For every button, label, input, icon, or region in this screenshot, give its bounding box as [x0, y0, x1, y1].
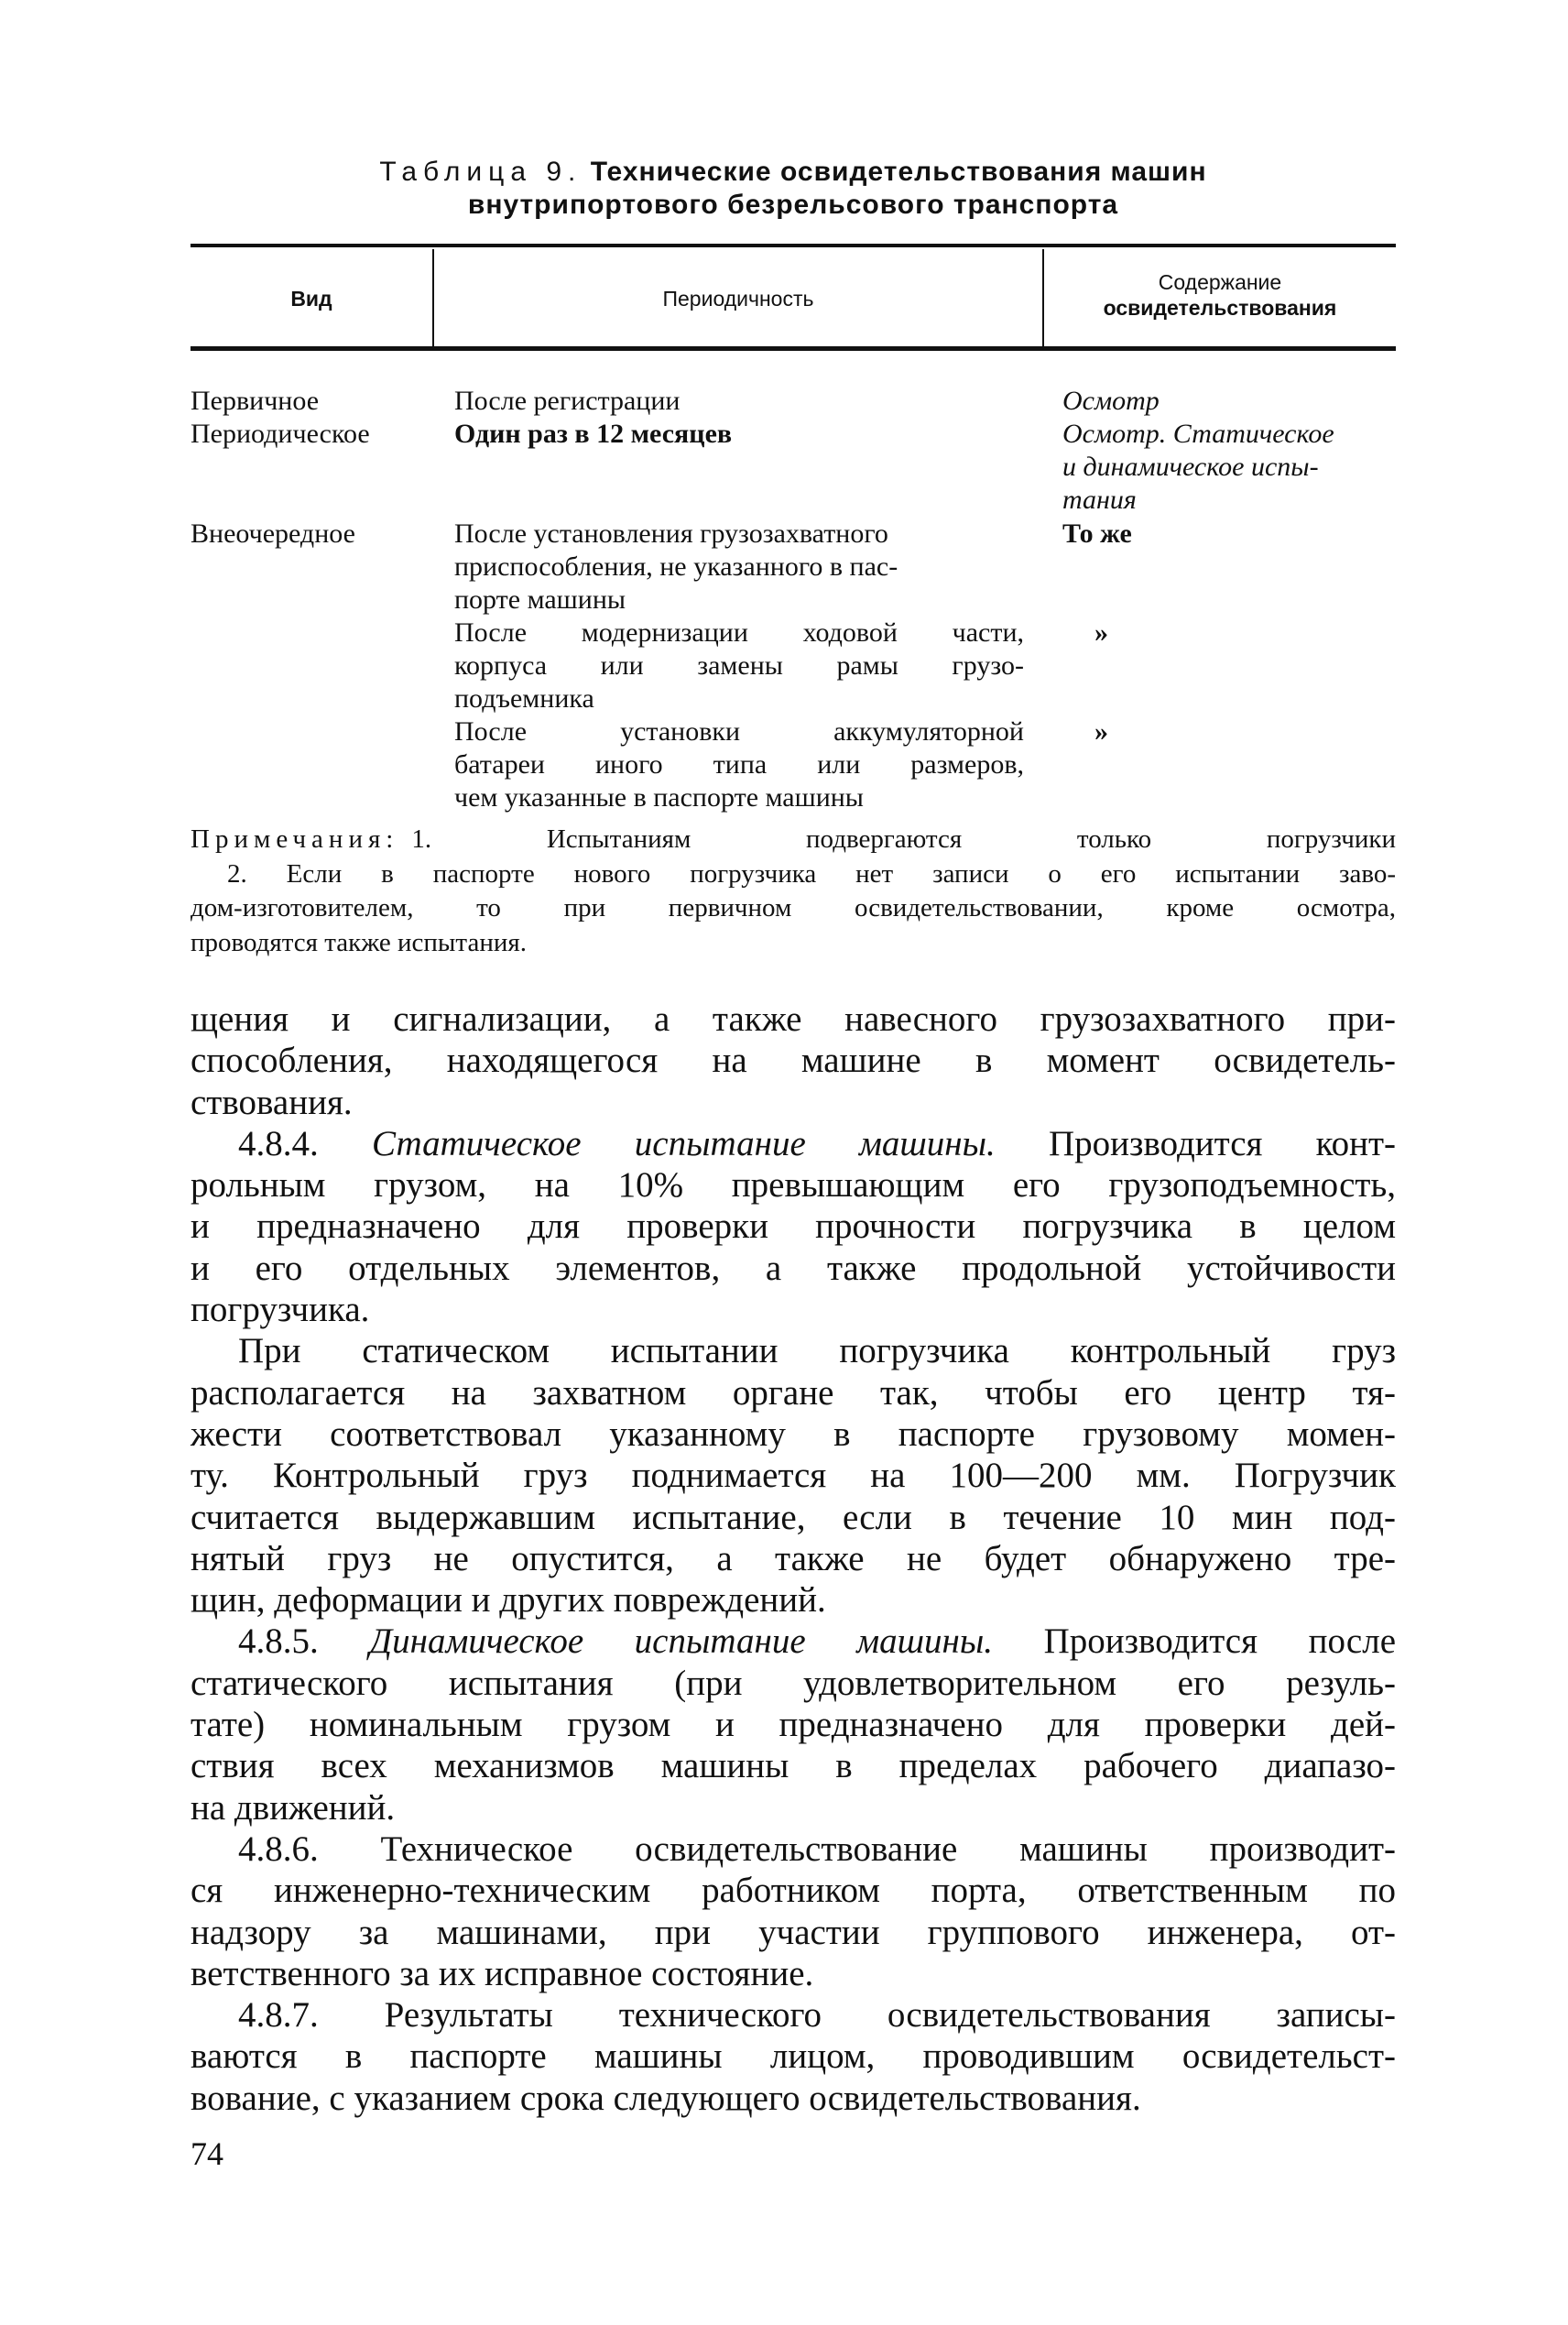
table-header-rule — [191, 346, 1396, 351]
notes-label: Примечания: — [191, 824, 399, 854]
text-line: 4.8.6. Техническое освидетельствование машины производит- — [238, 1828, 1396, 1869]
cell-period — [454, 518, 1024, 617]
text-line: нятый груз не опустится, а также не будет обнаружено тре- — [191, 1538, 1396, 1578]
period-line: После модернизации ходовой части, — [454, 617, 1024, 648]
table-notes — [191, 823, 1396, 960]
text-line: 4.8.7. Результаты технического освидетельствования записы- — [238, 1995, 1396, 2036]
cell-content — [1094, 715, 1428, 748]
content-line: тания — [1062, 485, 1137, 515]
note-line: проводятся также испытания. — [191, 927, 527, 957]
period-line: Один раз в 12 месяцев — [454, 419, 733, 449]
header-content — [1044, 269, 1396, 321]
cell-content — [1062, 418, 1396, 517]
note-line: 2. Если в паспорте нового погрузчика нет записи о его испытании заво- — [227, 858, 1396, 889]
text-line: способления, находящегося на машине в момент освидетель- — [191, 1041, 1396, 1081]
cell-period — [454, 385, 1024, 418]
text-line: ту. Контрольный груз поднимается на 100—200 мм. Погрузчик — [191, 1456, 1396, 1496]
paragraph — [191, 1123, 1396, 1330]
text-line: ветственного за их исправное состояние. — [191, 1953, 814, 1993]
table-title-line1: Технические освидетельствования машин — [590, 157, 1207, 187]
text-line: считается выдержавшим испытание, если в течение 10 мин под- — [191, 1497, 1396, 1537]
header-kind: Вид — [290, 287, 332, 311]
content-line: и динамическое испы- — [1062, 452, 1319, 482]
content-line: » — [1094, 617, 1108, 648]
period-line: чем указанные в паспорте машины — [454, 782, 864, 813]
cell-period — [454, 715, 1024, 814]
cell-period — [454, 617, 1024, 715]
text-line: При статическом испытании погрузчика контрольный груз — [238, 1331, 1396, 1371]
section-title: Статическое испытание машины. — [371, 1123, 996, 1163]
text-line — [191, 1621, 1396, 1662]
section-number: 4.8.4. — [238, 1123, 319, 1163]
period-line: После регистрации — [454, 386, 681, 416]
line-text: Производится после — [1043, 1621, 1397, 1662]
period-line: После установки аккумуляторной — [454, 716, 1024, 747]
line-text: Производится конт- — [1049, 1123, 1396, 1163]
period-line: корпуса или замены рамы грузо- — [454, 650, 1024, 681]
text-line: погрузчика. — [191, 1290, 370, 1330]
table-top-rule — [191, 244, 1396, 247]
table-label: Таблица 9. — [379, 157, 583, 187]
period-line: После установления грузозахватного — [454, 518, 888, 549]
text-line: надзору за машинами, при участии группового инженера, от- — [191, 1912, 1396, 1952]
text-line: тате) номинальным грузом и предназначено для проверки дей- — [191, 1705, 1396, 1745]
paragraph — [191, 1828, 1396, 1994]
body-text — [191, 999, 1396, 2119]
note-text: 1. Испытаниям подвергаются только погрузчики — [411, 824, 1396, 854]
cell-kind: Первичное — [191, 386, 320, 416]
section-number: 4.8.5. — [238, 1621, 319, 1662]
text-line: ствия всех механизмов машины в пределах рабочего диапазо- — [191, 1746, 1396, 1786]
text-line: щения и сигнализации, а также навесного грузозахватного при- — [191, 999, 1396, 1039]
text-line: на движений. — [191, 1787, 396, 1828]
header-period: Периодичность — [662, 287, 814, 311]
period-line: порте машины — [454, 584, 626, 615]
table-title-line2: внутрипортового безрельсового транспорта — [467, 190, 1119, 220]
text-line: жести соответствовал указанному в паспорте грузовому момен- — [191, 1414, 1396, 1454]
paragraph — [191, 1994, 1396, 2119]
text-line: располагается на захватном органе так, чтобы его центр тя- — [191, 1372, 1396, 1413]
cell-content — [1094, 617, 1428, 649]
note-line: дом-изготовителем, то при первичном освидетельствовании, кроме осмотра, — [191, 893, 1396, 922]
text-line: ваются в паспорте машины лицом, проводившим освидетельст- — [191, 2036, 1396, 2077]
cell-kind: Внеочередное — [191, 518, 355, 549]
paragraph — [191, 999, 1396, 1123]
text-line: щин, деформации и других повреждений. — [191, 1580, 826, 1621]
cell-period — [454, 418, 1024, 451]
content-line: То же — [1062, 518, 1132, 549]
text-line: и предназначено для проверки прочности погрузчика в целом — [191, 1206, 1396, 1247]
cell-kind: Периодическое — [191, 419, 370, 449]
section-title: Динамическое испытание машины. — [369, 1621, 994, 1662]
text-line: и его отдельных элементов, а также продольной устойчивости — [191, 1248, 1396, 1288]
cell-content — [1062, 385, 1396, 418]
paragraph — [191, 1330, 1396, 1621]
text-line: ствования. — [191, 1082, 353, 1122]
text-line: ся инженерно-техническим работником порта, ответственным по — [191, 1871, 1396, 1911]
content-line: » — [1094, 716, 1108, 747]
page-number: 74 — [191, 2135, 223, 2172]
table-caption — [191, 156, 1396, 222]
period-line: батареи иного типа или размеров, — [454, 749, 1024, 780]
header-content-line1: Содержание — [1158, 270, 1282, 294]
paragraph — [191, 1621, 1396, 1828]
note-line — [191, 823, 1396, 857]
text-line: статического испытания (при удовлетворительном его резуль- — [191, 1663, 1396, 1703]
header-content-line2: освидетельствования — [1103, 296, 1337, 320]
content-line: Осмотр. Статическое — [1062, 419, 1334, 449]
text-line: вование, с указанием срока следующего освидетельствования. — [191, 2078, 1141, 2118]
text-line: рольным грузом, на 10% превышающим его грузоподъемность, — [191, 1165, 1396, 1206]
period-line: подъемника — [454, 683, 594, 714]
content-line: Осмотр — [1062, 386, 1160, 416]
text-line — [191, 1123, 1396, 1164]
cell-content — [1062, 518, 1396, 551]
period-line: приспособления, не указанного в пас- — [454, 551, 898, 582]
